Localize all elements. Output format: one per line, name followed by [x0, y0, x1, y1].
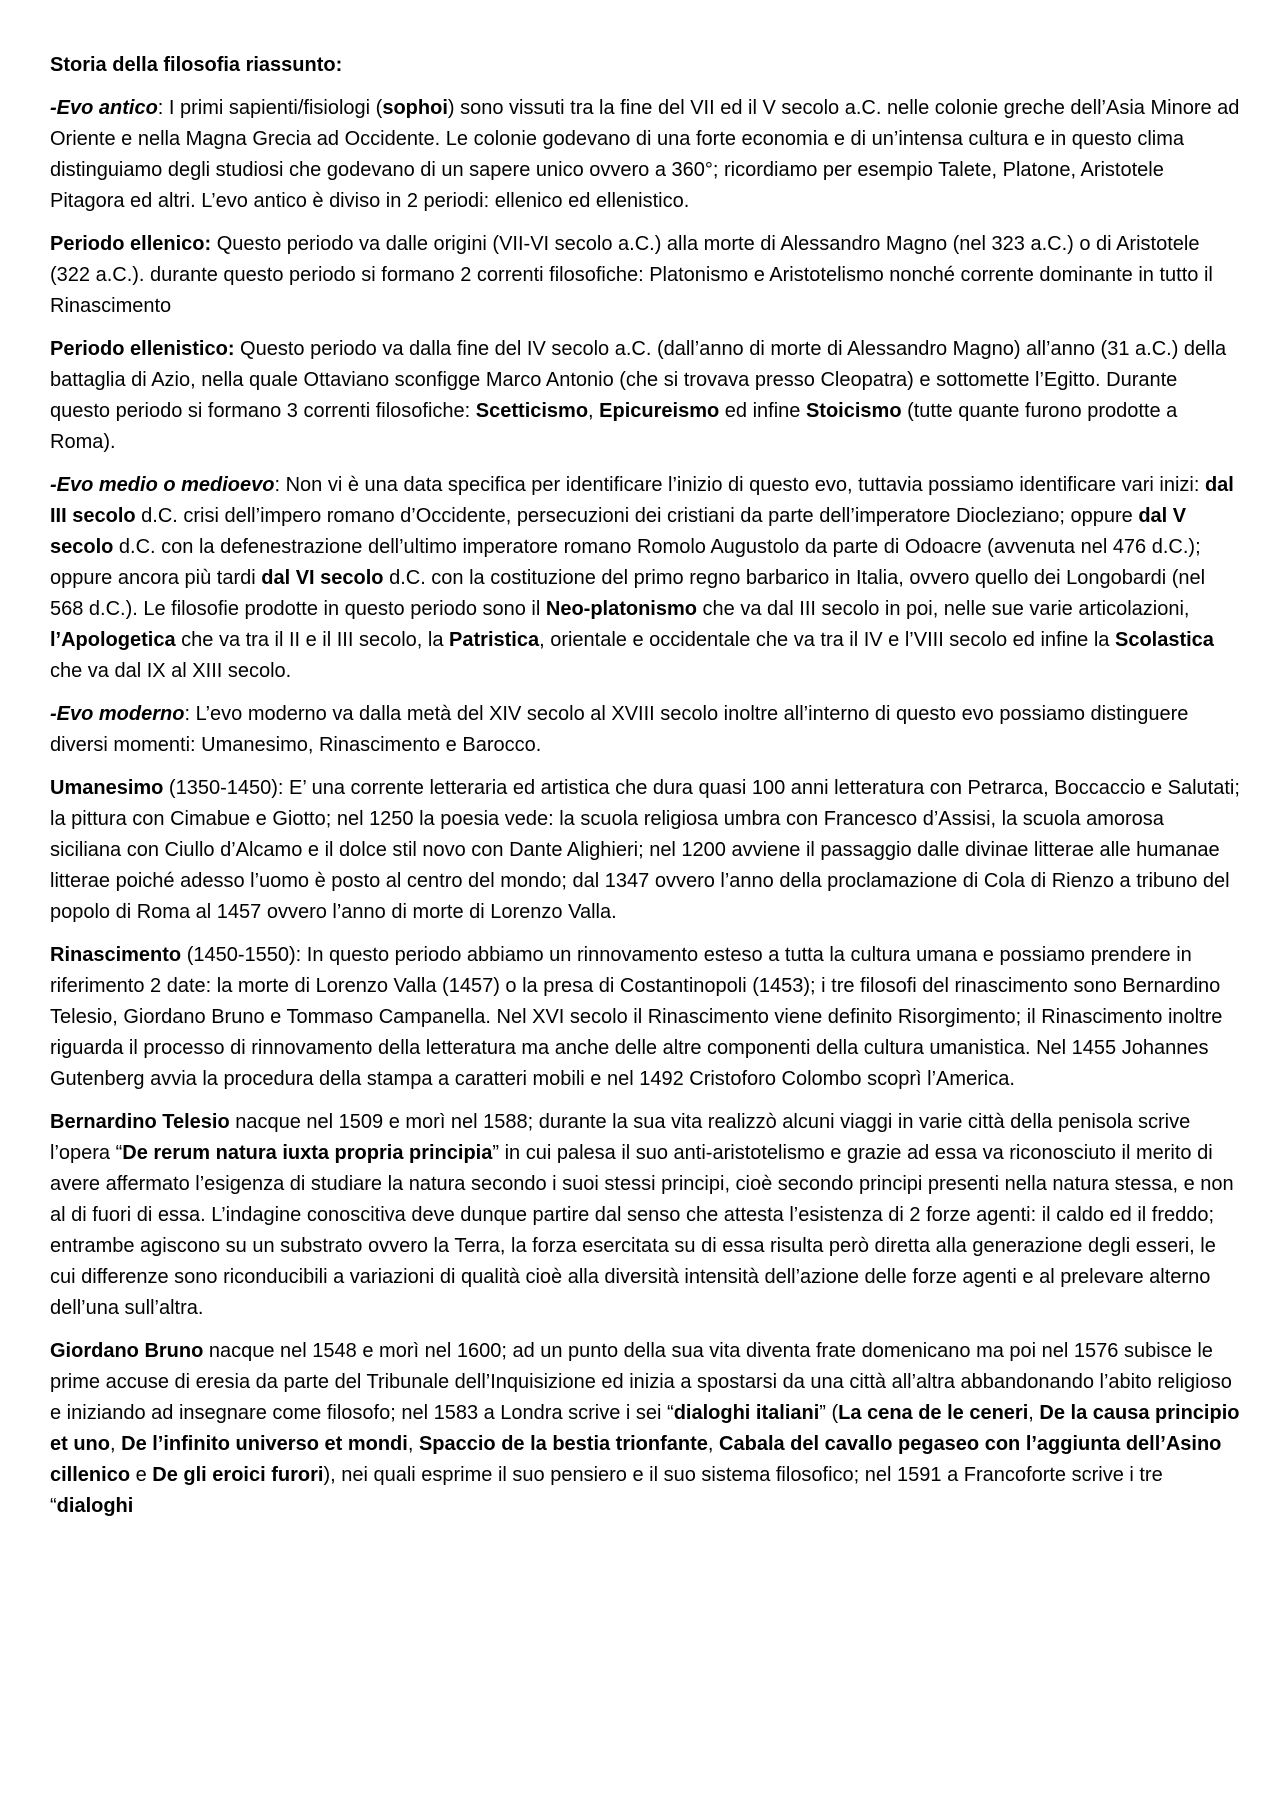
- text-run: Neo-platonismo: [545, 598, 697, 620]
- text-run: d.C. con la costituzione del primo regno barbarico in Italia, ovvero quello dei Longobardi (nel 568 d.C.). Le filosofie prodotte in questo periodo sono il: [50, 567, 1206, 620]
- text-run: d.C. con la defenestrazione dell’ultimo imperatore romano Romolo Augustolo da parte di Odoacre (avvenuta nel 476 d.C.); oppure ancora più tardi: [50, 536, 1201, 589]
- text-run: ) sono vissuti tra la fine del VII ed il V secolo a.C. nelle colonie greche dell’Asia Minore ad Oriente e nella Magna Grecia ad Occidente. Le colonie godevano di una forte economia e di un’intensa cultura e in questo clima distinguiamo degli studiosi che godevano di un sapere unico ovvero a 360°; ricordiamo per esempio Talete, Platone, Aristotele Pitagora ed altri. L’evo antico è diviso in 2 periodi: ellenico ed ellenistico.: [50, 97, 1240, 212]
- paragraph-1: [50, 93, 1240, 217]
- text-run: Questo periodo va dalle origini (VII-VI secolo a.C.) alla morte di Alessandro Magno (nel 323 a.C.) o di Aristotele (322 a.C.). durante questo periodo si formano 2 correnti filosofiche: Platonismo e Aristotelismo nonché corrente dominante in tutto il Rinascimento: [50, 233, 1213, 317]
- paragraph-5: [50, 699, 1240, 761]
- text-run: La cena de le ceneri: [838, 1402, 1029, 1424]
- paragraph-4: [50, 470, 1240, 687]
- document-page: [50, 50, 1240, 1810]
- paragraph-7: [50, 940, 1240, 1095]
- text-run: De gli eroici furori: [152, 1464, 324, 1486]
- text-run: Periodo ellenistico:: [50, 338, 235, 360]
- text-run: Umanesimo: [50, 777, 164, 799]
- text-run: che va dal III secolo in poi, nelle sue varie articolazioni,: [697, 598, 1190, 620]
- text-run: [50, 97, 158, 119]
- text-run: De la causa principio et uno: [50, 1402, 1240, 1455]
- text-run: De l’infinito universo et mondi: [121, 1433, 408, 1455]
- text-run: ” (: [819, 1402, 839, 1424]
- text-run: -Evo moderno: [50, 703, 185, 725]
- text-run: che va dal IX al XIII secolo.: [50, 660, 292, 682]
- paragraph-6: [50, 773, 1240, 928]
- paragraph-8: [50, 1107, 1240, 1324]
- text-run: Stoicismo: [805, 400, 902, 422]
- text-run: [50, 703, 184, 725]
- text-run: Rinascimento: [50, 944, 182, 966]
- text-run: Periodo ellenico:: [50, 233, 212, 255]
- text-run: ,: [110, 1433, 122, 1455]
- text-run: ,: [707, 1433, 720, 1455]
- text-run: ” in cui palesa il suo anti-aristotelismo e grazie ad essa va riconosciuto il merito di avere affermato l’esigenza di studiare la natura secondo i suoi stessi principi, cioè secondo principi presenti nella natura stessa, e non al di fuori di essa. L’indagine conoscitiva deve dunque partire dal senso che attesta l’esistenza di 2 forze agenti: il caldo ed il freddo; entrambe agiscono su un substrato ovvero la Terra, la forza esercitata su di essa risulta però diretta alla generazione degli esseri, le cui differenze sono riconducibili a variazioni di qualità cioè alla diversità intensità dell’azione delle forze agenti e al prelevare alterno dell’una sull’altra.: [50, 1142, 1234, 1319]
- text-run: , orientale e occidentale che va tra il IV e l’VIII secolo ed infine la: [539, 629, 1115, 651]
- text-run: Epicureismo: [599, 400, 720, 422]
- text-run: ), nei quali esprime il suo pensiero e il suo sistema filosofico; nel 1591 a Francoforte scrive i tre “: [50, 1464, 1163, 1517]
- paragraph-2: [50, 229, 1240, 322]
- text-run: dialoghi italiani: [673, 1402, 820, 1424]
- text-run: ,: [588, 400, 600, 422]
- text-run: (1450-1550): In questo periodo abbiamo un rinnovamento esteso a tutta la cultura umana e possiamo prendere in riferimento 2 date: la morte di Lorenzo Valla (1457) o la presa di Costantinopoli (1453); i tre filosofi del rinascimento sono Bernardino Telesio, Giordano Bruno e Tommaso Campanella. Nel XVI secolo il Rinascimento viene definito Risorgimento; il Rinascimento inoltre riguarda il processo di rinnovamento della letteratura ma anche delle altre componenti della cultura umanistica. Nel 1455 Johannes Gutenberg avvia la procedura della stampa a caratteri mobili e nel 1492 Cristoforo Colombo scoprì l’America.: [50, 944, 1223, 1090]
- text-run: : Non vi è una data specifica per identificare l’inizio di questo evo, tuttavia possiamo identificare vari inizi:: [274, 474, 1205, 496]
- text-run: Spaccio de la bestia trionfante: [418, 1433, 708, 1455]
- paragraph-9: [50, 1336, 1240, 1522]
- text-run: dal VI secolo: [261, 567, 384, 589]
- text-run: ed infine: [719, 400, 806, 422]
- text-run: [50, 474, 274, 496]
- text-run: ,: [1028, 1402, 1040, 1424]
- text-run: d.C. crisi dell’impero romano d’Occidente, persecuzioni dei cristiani da parte dell’imperatore Diocleziano; oppure: [135, 505, 1139, 527]
- text-run: (1350-1450): E’ una corrente letteraria ed artistica che dura quasi 100 anni letteratura con Petrarca, Boccaccio e Salutati; la pittura con Cimabue e Giotto; nel 1250 la poesia vede: la scuola religiosa umbra con Francesco d’Assisi, la scuola amorosa siciliana con Ciullo d’Alcamo e il dolce stil novo con Dante Alighieri; nel 1200 avviene il passaggio dalle divinae litterae alle humanae litterae poiché adesso l’uomo è posto al centro del mondo; dal 1347 ovvero l’anno della proclamazione di Cola di Rienzo a tribuno del popolo di Roma al 1457 ovvero l’anno di morte di Lorenzo Valla.: [50, 777, 1240, 923]
- text-run: l’Apologetica: [50, 629, 176, 651]
- text-run: Bernardino Telesio: [50, 1111, 230, 1133]
- paragraph-3: [50, 334, 1240, 458]
- text-run: Questo periodo va dalla fine del IV secolo a.C. (dall’anno di morte di Alessandro Magno) all’anno (31 a.C.) della battaglia di Azio, nella quale Ottaviano sconfigge Marco Antonio (che si trovava presso Cleopatra) e sottomette l’Egitto. Durante questo periodo si formano 3 correnti filosofiche:: [50, 338, 1227, 422]
- text-run: dialoghi: [56, 1495, 134, 1517]
- text-run: Cabala del cavallo pegaseo con l’aggiunta dell’Asino cillenico: [50, 1433, 1222, 1486]
- text-run: (tutte quante furono prodotte a Roma).: [50, 400, 1178, 453]
- text-run: che va tra il II e il III secolo, la: [175, 629, 450, 651]
- text-run: nacque nel 1548 e morì nel 1600; ad un punto della sua vita diventa frate domenicano ma poi nel 1576 subisce le prime accuse di eresia da parte del Tribunale dell’Inquisizione ed inizia a spostarsi da una città all’altra abbandonando l’abito religioso e iniziando ad insegnare come filosofo; nel 1583 a Londra scrive i sei “: [50, 1340, 1232, 1424]
- text-run: Scolastica: [1114, 629, 1214, 651]
- text-run: dal III secolo: [50, 474, 1234, 527]
- text-run: : L’evo moderno va dalla metà del XIV secolo al XVIII secolo inoltre all’interno di questo evo possiamo distinguere diversi momenti: Umanesimo, Rinascimento e Barocco.: [50, 703, 1189, 756]
- text-run: nacque nel 1509 e morì nel 1588; durante la sua vita realizzò alcuni viaggi in varie città della penisola scrive l’opera “: [50, 1111, 1191, 1164]
- text-run: dal V secolo: [50, 505, 1187, 558]
- text-run: e: [130, 1464, 153, 1486]
- text-run: -Evo antico: [50, 97, 158, 119]
- text-run: Patristica: [449, 629, 540, 651]
- document-body: [50, 93, 1240, 1522]
- text-run: -Evo medio o medioevo: [50, 474, 275, 496]
- text-run: sophoi: [382, 97, 448, 119]
- document-title: Storia della filosofia riassunto:: [50, 54, 343, 76]
- text-run: De rerum natura iuxta propria principia: [122, 1142, 493, 1164]
- text-run: Giordano Bruno: [50, 1340, 204, 1362]
- text-run: ,: [407, 1433, 419, 1455]
- text-run: Scetticismo: [475, 400, 589, 422]
- text-run: : I primi sapienti/fisiologi (: [157, 97, 383, 119]
